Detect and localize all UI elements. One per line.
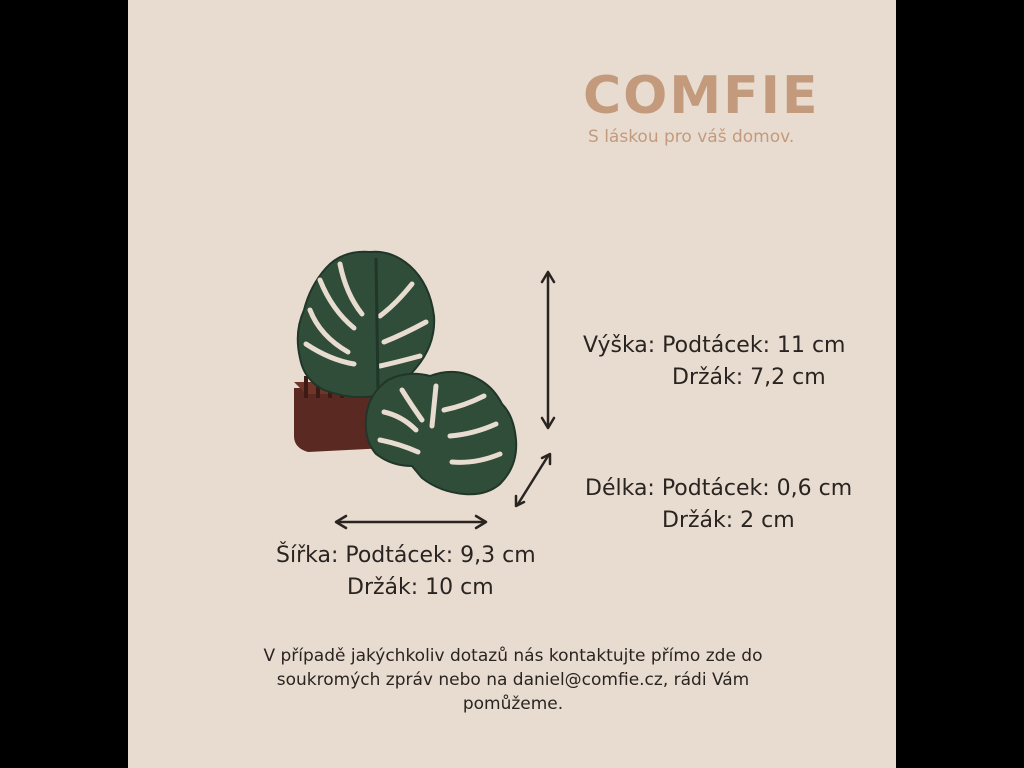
contact-note-line: pomůžeme. (462, 694, 564, 714)
length-coaster-label: Délka: Podtácek: 0,6 cm (585, 476, 853, 501)
right-letterbox (896, 0, 1024, 768)
height-coaster-label: Výška: Podtácek: 11 cm (583, 333, 846, 358)
contact-note-line: soukromých zpráv nebo na daniel@comfie.cz, rádi Vám (276, 670, 750, 690)
front-leaf-icon (366, 372, 516, 494)
width-holder-label: Držák: 10 cm (347, 575, 494, 600)
height-arrow (538, 270, 558, 430)
contact-note-line: V případě jakýchkoliv dotazů nás kontaktujte přímo zde do (263, 646, 763, 666)
brand-logo: COMFIE (583, 66, 820, 126)
contact-note (214, 644, 812, 716)
length-arrow (512, 452, 554, 508)
length-holder-label: Držák: 2 cm (662, 508, 795, 533)
width-coaster-label: Šířka: Podtácek: 9,3 cm (276, 543, 536, 568)
left-letterbox (0, 0, 128, 768)
width-arrow (334, 512, 488, 532)
brand-tagline: S láskou pro váš domov. (588, 127, 795, 147)
height-holder-label: Držák: 7,2 cm (672, 365, 826, 390)
